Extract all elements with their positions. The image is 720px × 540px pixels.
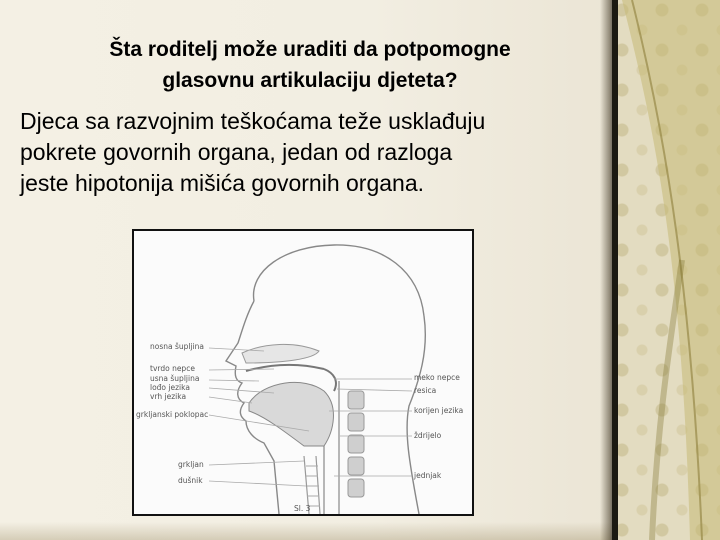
label-zdrijelo: ždrijelo <box>414 431 442 440</box>
label-korijen-jezika: korijen jezika <box>414 406 464 415</box>
body-line-1: Djeca sa razvojnim teškoćama teže usklađuju <box>20 108 486 134</box>
label-usna-supljina: usna šupljina <box>150 374 200 383</box>
label-meko-nepce: meko nepce <box>414 373 460 382</box>
title-line-1: Šta roditelj može uraditi da potpomogne <box>109 38 511 61</box>
title-line-2: glasovnu artikulaciju djeteta? <box>162 69 458 92</box>
panel-divider <box>612 0 618 540</box>
label-vrh-jezika: vrh jezika <box>150 392 187 401</box>
slide-title <box>20 34 600 96</box>
body-line-2: pokrete govornih organa, jedan od razloga <box>20 139 453 165</box>
label-lodo-jezika: lođo jezika <box>150 383 190 392</box>
label-resica: resica <box>414 386 437 395</box>
label-tvrdo-nepce: tvrdo nepce <box>150 364 195 373</box>
label-grkljan: grkljan <box>178 460 204 469</box>
slide-body-text <box>20 106 608 199</box>
decorative-side-panel <box>612 0 720 540</box>
slide-bottom-shade <box>0 522 612 540</box>
diagram-caption: Sl. 3 <box>294 504 311 513</box>
label-grkljanski-poklopac: grkljanski poklopac <box>136 410 209 419</box>
body-line-3: jeste hipotonija mišića govornih organa. <box>20 170 425 196</box>
label-nosna-supljina: nosna šupljina <box>150 342 205 351</box>
head-anatomy-diagram <box>132 229 474 516</box>
swoosh-graphic <box>612 0 720 540</box>
label-dusnik: dušnik <box>178 476 203 485</box>
label-jednjak: jednjak <box>414 471 442 480</box>
